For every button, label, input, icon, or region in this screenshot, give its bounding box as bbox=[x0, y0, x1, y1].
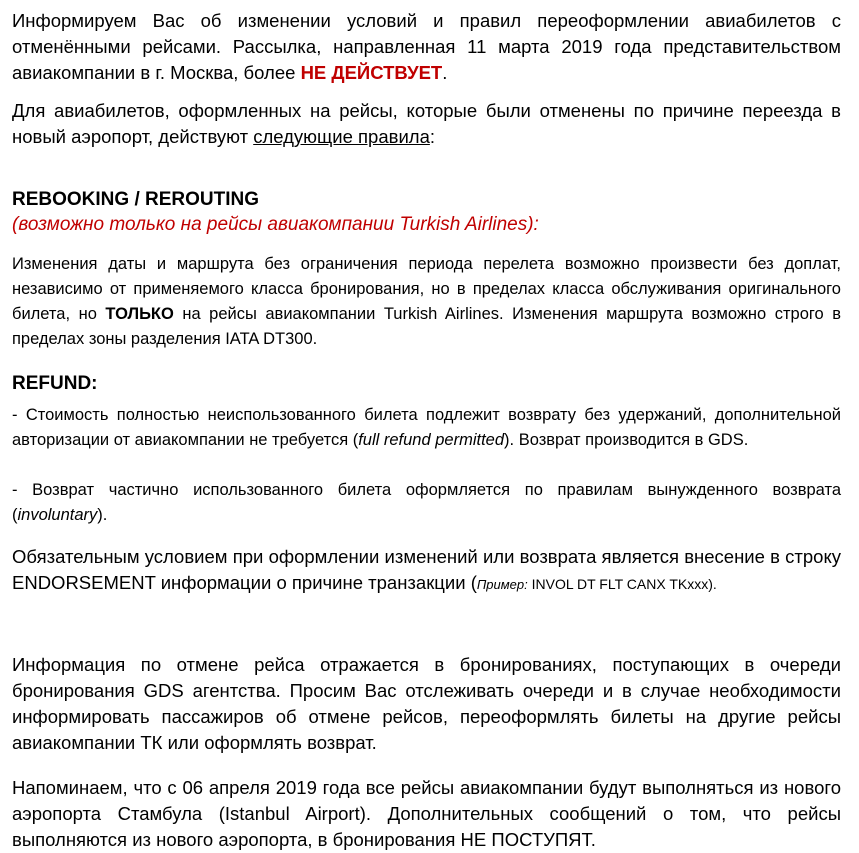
rebooking-heading: REBOOKING / REROUTING bbox=[12, 189, 260, 210]
intro-paragraph bbox=[12, 8, 841, 86]
only-emphasis: ТОЛЬКО bbox=[105, 305, 174, 323]
queues-paragraph: Информация по отмене рейса отражается в бронированиях, поступающих в очереди бронирования GDS агентства. Просим Вас отслеживать очереди и в случае необходимости информировать пассажиров об отмене рейсов, переоформлять билеты на другие рейсы авиакомпании ТК или оформлять возврат. bbox=[12, 654, 841, 753]
refund-heading: REFUND: bbox=[12, 373, 98, 394]
refund-item-1-text: - Стоимость полностью неиспользованного билета подлежит возврату без удержаний, дополнительной авторизации от авиакомпании не требуется ( bbox=[12, 406, 841, 449]
endorsement-text: Обязательным условием при оформлении изменений или возврата является внесение в строку ENDORSEMENT информации о причине транзакции ( bbox=[12, 546, 841, 593]
refund-item-2 bbox=[12, 478, 841, 528]
refund-item-2-text: - Возврат частично использованного билета оформляется по правилам вынужденного возврата ( bbox=[12, 481, 841, 524]
endorsement-paragraph bbox=[12, 544, 841, 598]
rules-intro-paragraph bbox=[12, 98, 841, 150]
intro-text: Информируем Вас об изменении условий и правил переоформлении авиабилетов с отменёнными рейсами. Рассылка, направленная 11 марта 2019 года представительством авиакомпании в г. Москва, более bbox=[12, 10, 841, 83]
example-value: INVOL DT FLT CANX TKxxx bbox=[527, 576, 709, 592]
rebooking-text-end: на рейсы авиакомпании Turkish Airlines. Изменения маршрута возможно строго в пределах зоны разделения IATA DT300. bbox=[12, 305, 842, 348]
rebooking-subheading: (возможно только на рейсы авиакомпании Turkish Airlines): bbox=[12, 214, 539, 235]
refund-item-1-italic: full refund permitted bbox=[358, 431, 505, 449]
no-longer-valid-highlight: НЕ ДЕЙСТВУЕТ bbox=[300, 62, 443, 83]
reminder-paragraph: Напоминаем, что с 06 апреля 2019 года все рейсы авиакомпании будут выполняться из нового аэропорта Стамбула (Istanbul Airport). Дополнительных сообщений о том, что рейсы выполняются из нового аэропорта, в бронирования НЕ ПОСТУПЯТ. bbox=[12, 777, 841, 850]
rules-intro-text-end: : bbox=[429, 126, 436, 147]
example-label: Пример: bbox=[476, 577, 528, 592]
rebooking-paragraph bbox=[12, 252, 841, 352]
refund-item-1 bbox=[12, 403, 841, 453]
intro-text-end: . bbox=[442, 62, 448, 83]
rebooking-text: Изменения даты и маршрута без ограничения периода перелета возможно произвести без доплат, независимо от применяемого класса бронирования, но в пределах класса обслуживания оригинального билета, но bbox=[12, 255, 841, 323]
refund-item-1-text-end: ). Возврат производится в GDS. bbox=[504, 431, 749, 449]
rules-underlined-text: следующие правила bbox=[253, 126, 430, 147]
refund-item-2-italic: involuntary bbox=[17, 506, 98, 524]
example-closing: ). bbox=[708, 576, 717, 592]
rules-intro-text: Для авиабилетов, оформленных на рейсы, которые были отменены по причине переезда в новый аэропорт, действуют bbox=[12, 100, 841, 147]
refund-item-2-text-end: ). bbox=[97, 506, 108, 524]
